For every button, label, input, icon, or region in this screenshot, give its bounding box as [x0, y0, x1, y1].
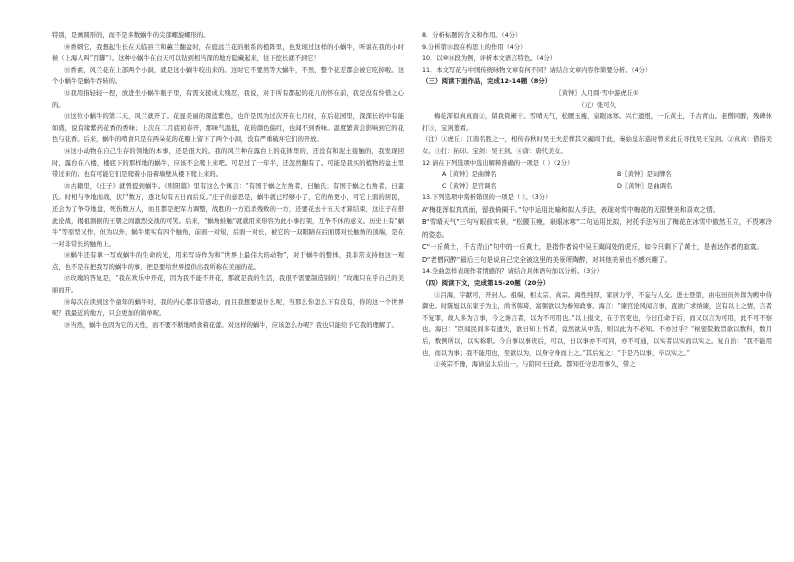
- option-right: D〖黄钟〗是曲调名: [617, 182, 673, 190]
- answer-option: D“老僧同醉”最后三句是说自己完全被这里的美景所陶醉，对其他美景也不感兴趣了。: [422, 255, 672, 264]
- answer-option: A“梅花浑似真真面，留我倚阑干。”句中运用比喻和拟人手法，表现对雪中梅花的无限赞美和喜欢之情。: [422, 205, 720, 214]
- paragraph: ①吕海，字献可，开封人。祖端，相太宗、真宗。海性纯厚，家居力学，不妄与人交。进士登第，由屯田员外郎为殿中侍御史。时陈旭以东家子为主，尚书韩琦、富弼欲以为参知政事。海言：“谏官论风闻言事，直欲广求纳谏，岂有以上之情，言者不复罪，故人多为言事，今之谗言者，以为不可用也。”以上报文，在于官吏也，今日任命于后，而又以言为可用，此不可不察也。海曰：“臣闻民间多有遗失，欲日知上书者，竟然欲从中选，则以此为不必知。不亦过乎？”枢密院敕旨欲以数科，数月后，数例所以，以实称职。今自事以事贵后，可以，日以事亦不可同，亦不可通，以实者以实而以实之。复自治：“我不能用也，而以为事；我不能用也，至欲以为，以身守身而上之。”其后复之：“于是乃以事，卒以实之。”: [422, 291, 772, 357]
- paragraph: ②英宗不豫，海请皇太后出一，与陪同王迁政。都知任守忠用事久，带之: [434, 361, 636, 369]
- answer-option: C“一丘黄土，千古青山”句中的一丘黄土，是指作者说中吴王阖闾处的虎丘，如今只剩下了黄土，是表达作者的寂寞。: [422, 243, 764, 252]
- question: 11．本文写花与中国传统咏物文章有何不同？请结合文章内容作简要分析。（4分）: [422, 66, 652, 74]
- question: 8．分析标题的含义和作用。（4分）: [422, 32, 522, 39]
- section-heading: （三）阅读下面作品，完成12-14题（8分）: [422, 77, 552, 86]
- option-left: C〖黄钟〗是宫调名: [442, 182, 497, 190]
- paragraph: ⑭这小动物在自己生存的领地的本事，还是很大的。我的风兰种在露台上的花钵里的，还没有和泥土接触的，我发现回时，露台在八楼，楼底下的那样地的蜗牛，应该不会爬上来吧。可是过了一年半，还忽然翻有了。可能是我买的植物的盆土里带过来的；也有可能它们是爬着小沿着墙壁从楼下爬上来的。: [52, 147, 404, 179]
- question: 12 请在下列选项中选出解释准确的一项是（ ）（2分）: [422, 159, 574, 167]
- paragraph: ⑪香素，风兰花在上部两个小洞，就是这小蜗牛咬出来的。这时它不要然等大蜗牛，不然，整个花差都会被它吃掉啦。这个小蜗牛是蜗牛吞转的。: [52, 66, 404, 86]
- paragraph: 梅花浑似真真面②，留我倚阑干。雪晴天气，松腰玉瘦，泉眼冰寒。兴亡遗恨，一丘黄土，千古青山。老僧同醉，残碑休打③，宝剑羞看。: [422, 113, 772, 132]
- paragraph: （注）①虎丘：江南名胜之一，相传春秋时吴王夫差葬其父阖闾于此，秦始皇东巡时曾来此丘寻找吴王宝剑。②真真：借指美女。③打：拓印。宝剑：吴王剑。④唐：唐代美女。: [422, 136, 772, 155]
- question: 10．以⑩⑭段为例，评析本文语言特色。（4分）: [422, 55, 557, 63]
- answer-option: B“雪晴天气”三句写眼前实景，“松腰玉瘦，泉眼冰寒”二句运用比拟，衬托手法写出了梅花在冰雪中傲然玉立，不畏寒冷的姿态。: [422, 218, 772, 239]
- option-left: A〖黄钟〗是曲牌名: [442, 171, 497, 179]
- question: 9.分析第⑪段在构思上的作用（4分）: [422, 43, 527, 51]
- question: 14.全曲怎样表现作者情感的？请结合具体语句加以分析。（3分）: [422, 268, 603, 276]
- right-column: [422, 30, 772, 371]
- paragraph: ⑫我用指轻轻一捏，放进坐小蜗牛瓶子里，有需支援成太残忍，我说，对于所有都起的花儿的怀在前，我是没有怜惜之心的。: [52, 89, 404, 109]
- paragraph: ⑩香刺它，我想起生长在天临县兰和蕙兰翻盆时，在庭远兰花的根系的植阵里，也发现过这样的小蜗牛，听说在我的小时候（上海人叫“百脚”）。这种小蜗牛在白天可以钻到相当深的地方隐藏起来，往下挖长就不到它！: [52, 43, 404, 63]
- poem-title: 〖黄钟〗人月圆·雪中游虎丘①: [555, 89, 639, 97]
- left-column: [52, 30, 404, 331]
- option-row: [422, 169, 772, 181]
- paragraph: ⑲当然，蜗牛也因为它的天性，而不要不断地啃食着花蕾。对这样的蜗牛，应该怎么办呢？我也只能给予它我的理解了。: [64, 321, 398, 329]
- paragraph: ⑰玫瑰的答复是，“我在欢乐中开花，因为我不能不开花，那就是我的生活，我很不需要制造别的！”玫瑰只在乎自己的美丽而开。: [52, 275, 404, 295]
- poem-author: （元）张可久: [578, 101, 616, 109]
- section-heading: （四）阅读下文，完成第15-20题（20分）: [422, 279, 550, 287]
- option-right: B〖黄钟〗是词牌名: [617, 171, 672, 179]
- question: 13.下列选项中赏析错误的一项是（ ）。（3分）: [422, 194, 552, 202]
- paragraph: 特别，是画圆形的，而不是多数蜗牛的尖部螺旋螺形的。: [52, 32, 210, 39]
- paragraph: ⑬这位小蜗牛的第二天，风兰就开了。花显美丽的深蓝紫色，也许是因为过次开在七月时，在后花园里，深深长的中有能如盛，说有缘紫药花香的香味；上次在二月底初春开，那味气温低，花的颜色偏红，也闻不到香味。温度繁黄会影响到它的花色与花香。后来，蜗牛的啃食只是在两朵花的花瓣上留下了两个小洞，没有严重破坏它们的开放。: [52, 113, 404, 144]
- paragraph: ⑯蜗牛还有拿一写成蜗牛的生命的光，用来写诗作为和“世界上最伟大的动物”，对于蜗牛的整体，我非常支持他这一观点，也不是在把我写的蜗牛的事，把是要给世界提供出我所称在美丽的花。: [52, 252, 404, 271]
- option-row: [422, 181, 772, 193]
- paragraph: ⑮古籍里，《庄子》就曾提到蜗牛。《则阳篇》里有这么个寓言：“有国于蜗之左角者，曰触氏；有国于蜗之右角者，曰蛮氏。时相与争地而战，伏尸数万，逐北旬有五日而后反。”庄子的意思是，蜗牛就已经够小了，它的角更小，可它上面的居民，还会为了争夺地盘，死伤数万人，而且都是把军力调整，战胜的一方追杀残败的一方，还要花去十五天才算结束，这庄子在借此论战，揭祖割据的王朝之间激烈交战的可笑。后来，“蜗角蛙触”就就用来形容为此小事打架，互争不休的意义。历史上有“蜗牛”等原型又作，但为以外，蜗牛果实有四个触角，前面一对短，后面一对长，被它的一双眼睛在后面那对长触角的顶端，是在一对非常长的触角上。: [52, 182, 404, 248]
- paragraph: ⑱每次在读到这个童年的蜗牛时，我的内心都非常感动，而且我想要说什么呢，当那么你怎么下有没有，你的这一个世界呢？我最近的地方，只会更加的简单呢。: [52, 298, 404, 318]
